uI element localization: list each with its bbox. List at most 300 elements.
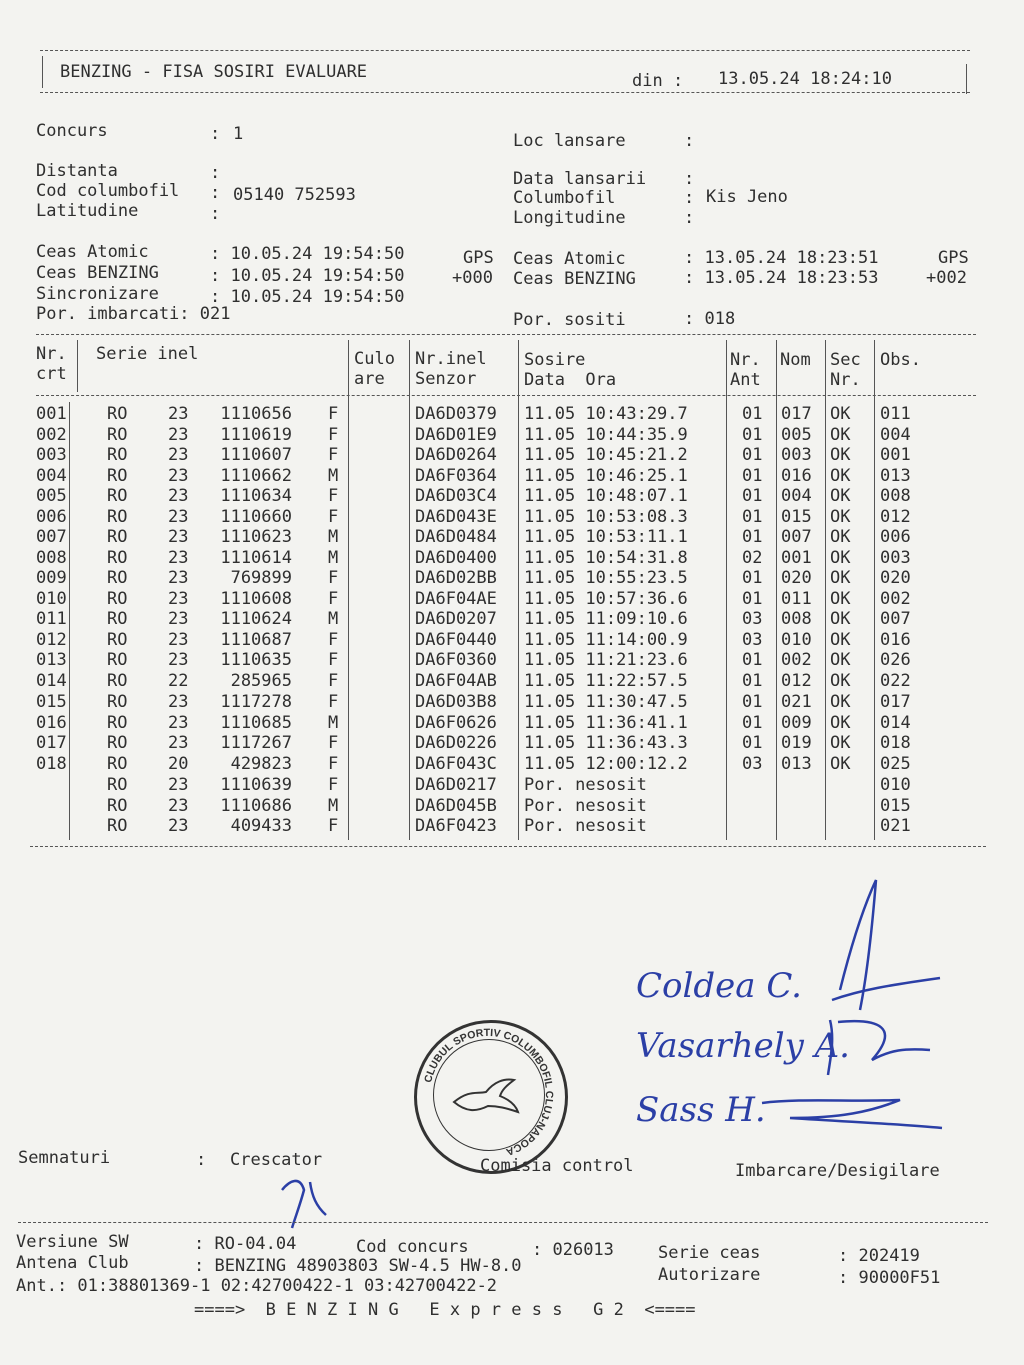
cell-sex: F [328,588,339,609]
cell-sex: M [328,527,339,547]
report-title: BENZING - FISA SOSIRI EVALUARE [60,62,368,82]
sincronizare-value: : 10.05.24 19:54:50 [210,287,405,307]
cell-tara: RO [107,445,128,465]
ant-line: Ant.: 01:38801369-1 02:42700422-1 03:42700422-2 [16,1276,498,1296]
cell-inel: 1110660 [220,506,292,527]
cell-inel: 1110624 [220,609,292,629]
hdr-nr: Nr. [36,344,67,364]
cell-sosire: 11.05 12:00:12.2 [524,753,688,774]
cod-concurs-text: 026013 [552,1240,614,1260]
cell-sosire: Por. nesosit [524,816,647,836]
cell-sosire: 11.05 10:54:31.8 [524,547,688,568]
cell-an: 23 [168,775,189,795]
cell-tara: RO [107,547,128,568]
ceas-atomic-label-left: Ceas Atomic [36,242,149,262]
cell-sex: F [328,486,339,506]
crescator-signature [282,1181,326,1228]
cell-obs: 014 [880,712,911,733]
cell-tara: RO [107,588,128,609]
report-date-label: din : [632,71,684,91]
cell-ant: 01 [742,506,763,527]
cell-nom: 001 [781,547,812,568]
cell-tara: RO [107,816,128,836]
hdr-culoare-2: are [354,369,385,389]
ceas-benzing-value-right: : 13.05.24 18:23:53 [684,268,879,288]
cell-an: 23 [168,816,189,836]
ceas-atomic-datetime-right: 13.05.24 18:23:51 [704,248,879,268]
cell-obs: 002 [880,588,911,609]
cell-an: 23 [168,465,189,486]
cell-sex: M [328,465,339,486]
cell-an: 23 [168,424,189,445]
hdr-nom: Nom [780,350,811,370]
cell-senzor: DA6D0400 [415,547,497,568]
cell-senzor: DA6F0626 [415,712,497,733]
cell-senzor: DA6D0264 [415,445,497,465]
antena-club-value: : BENZING 48903803 SW-4.5 HW-8.0 [194,1256,522,1276]
cell-tara: RO [107,692,128,712]
cell-sec: OK [830,629,851,650]
cell-senzor: DA6D02BB [415,568,497,588]
cell-obs: 006 [880,527,911,547]
cell-nr: 015 [36,692,67,712]
ceas-atomic-gps-right: GPS [938,248,969,268]
concurs-value: 1 [233,124,244,144]
hdr-sosire: Sosire [524,350,586,370]
serie-ceas-value: : 202419 [838,1246,920,1266]
cell-sex: F [328,629,339,650]
hdr-nr-ant: Nr. [730,350,761,370]
table-row [0,733,1024,754]
cell-sec: OK [830,692,851,712]
cell-an: 22 [168,670,189,691]
cell-an: 23 [168,733,189,753]
cell-inel: 1110639 [220,775,292,795]
cell-tara: RO [107,753,128,774]
table-row [0,713,1024,734]
columbofil-label: Columbofil [513,188,616,208]
cell-inel: 409433 [230,816,292,836]
cell-an: 23 [168,609,189,629]
data-lansarii-sep: : [684,169,695,189]
benzing-banner: ====> B E N Z I N G E x p r e s s G 2 <==== [194,1300,696,1320]
ceas-atomic-label-right: Ceas Atomic [513,249,626,269]
cell-nr: 006 [36,506,67,527]
cell-an: 23 [168,650,189,670]
table-header-border [36,395,976,396]
cell-nr: 005 [36,486,67,506]
cell-sex: F [328,733,339,753]
cell-sec: OK [830,506,851,527]
cell-obs: 015 [880,795,911,816]
cell-nr: 018 [36,753,67,774]
cell-an: 23 [168,712,189,733]
cell-nr: 009 [36,568,67,588]
table-top-border [36,334,976,335]
cell-tara: RO [107,568,128,588]
por-imbarcati-label: Por. imbarcati: 021 [36,304,231,324]
header-top-border [40,50,970,51]
cell-inel: 1110614 [220,547,292,568]
cell-inel: 1110623 [220,527,292,547]
sincronizare-datetime: 10.05.24 19:54:50 [230,287,405,307]
cell-inel: 1110608 [220,588,292,609]
latitudine-label: Latitudine [36,201,139,221]
ceas-atomic-datetime-left: 10.05.24 19:54:50 [230,244,405,264]
cell-ant: 01 [742,465,763,486]
cell-an: 23 [168,588,189,609]
hdr-culoare-1: Culo [354,349,395,369]
cell-sex: F [328,650,339,670]
cell-sec: OK [830,465,851,486]
ceas-benzing-datetime-left: 10.05.24 19:54:50 [230,266,405,286]
cell-senzor: DA6D0226 [415,733,497,753]
table-row [0,775,1024,796]
cell-inel: 1117278 [220,692,292,712]
header-left-border [42,56,43,88]
stamp-text: CLUBUL SPORTIV COLUMBOFIL CLUJ-NAPOCA [422,1026,556,1158]
por-sositi-value: : 018 [684,309,736,329]
cell-senzor: DA6D03B8 [415,692,497,712]
cell-tara: RO [107,670,128,691]
header-bottom-border [40,92,970,93]
cell-sex: M [328,795,339,816]
cell-obs: 021 [880,816,911,836]
cell-inel: 1110635 [220,650,292,670]
table-bottom-border [30,846,986,847]
concurs-sep: : [210,124,221,144]
cell-nom: 003 [781,445,812,465]
cell-nr: 012 [36,629,67,650]
cell-ant: 01 [742,424,763,445]
columbofil-sep: : [684,188,695,208]
antena-club-label: Antena Club [16,1253,129,1273]
cell-sex: F [328,775,339,795]
cell-ant: 01 [742,404,763,424]
cell-sex: F [328,506,339,527]
semnaturi-sep: : [196,1150,207,1170]
versiune-value: : RO-04.04 [194,1234,297,1254]
cell-nom: 008 [781,609,812,629]
cell-sosire: 11.05 11:30:47.5 [524,692,688,712]
cell-inel: 429823 [230,753,292,774]
table-row [0,754,1024,775]
cell-sosire: 11.05 10:53:11.1 [524,527,688,547]
cell-sex: F [328,404,339,424]
cell-sosire: 11.05 10:43:29.7 [524,404,688,424]
cell-sosire: 11.05 10:53:08.3 [524,506,688,527]
cell-sex: M [328,547,339,568]
cell-sec: OK [830,712,851,733]
table-row [0,507,1024,528]
report-date-value: 13.05.24 18:24:10 [718,69,892,89]
loc-lansare-label: Loc lansare [513,131,626,151]
table-row [0,486,1024,507]
cell-inel: 1110656 [220,404,292,424]
cell-senzor: DA6F0440 [415,629,497,650]
cell-senzor: DA6F043C [415,753,497,774]
hdr-data-ora: Data Ora [524,370,617,390]
cell-obs: 020 [880,568,911,588]
cell-senzor: DA6D03C4 [415,486,497,506]
cell-tara: RO [107,795,128,816]
hdr-senzor: Senzor [415,369,477,389]
table-row [0,425,1024,446]
cell-sosire: 11.05 11:22:57.5 [524,670,688,691]
cod-concurs-value: : 026013 [532,1240,614,1260]
columbofil-value: Kis Jeno [706,187,788,207]
cell-nr: 003 [36,445,67,465]
cell-sex: F [328,445,339,465]
cell-senzor: DA6D0484 [415,527,497,547]
cell-sec: OK [830,424,851,445]
cell-obs: 011 [880,404,911,424]
cell-sex: F [328,753,339,774]
table-row [0,650,1024,671]
cell-ant: 03 [742,609,763,629]
sincronizare-label: Sincronizare [36,284,159,304]
hdr-sec: Sec [830,350,861,370]
cell-obs: 018 [880,733,911,753]
cell-obs: 013 [880,465,911,486]
cell-ant: 01 [742,650,763,670]
cell-sec: OK [830,568,851,588]
cell-an: 23 [168,445,189,465]
table-row [0,816,1024,837]
cell-sosire: 11.05 10:44:35.9 [524,424,688,445]
data-lansarii-label: Data lansarii [513,169,647,189]
cell-inel: 1110607 [220,445,292,465]
cell-obs: 003 [880,547,911,568]
handwritten-name-2: Vasarhely A. [636,1026,850,1066]
cell-senzor: DA6D0217 [415,775,497,795]
cell-ant: 03 [742,629,763,650]
hdr-nr-inel: Nr.inel [415,349,487,369]
cell-an: 23 [168,506,189,527]
cod-columbofil-label: Cod columbofil [36,181,180,201]
ceas-atomic-value-left: : 10.05.24 19:54:50 [210,244,405,264]
distanta-label: Distanta [36,161,118,181]
cell-ant: 02 [742,547,763,568]
cell-nom: 013 [781,753,812,774]
cell-tara: RO [107,609,128,629]
table-row [0,609,1024,630]
cell-ant: 01 [742,712,763,733]
cell-sec: OK [830,670,851,691]
cell-tara: RO [107,465,128,486]
longitudine-sep: : [684,208,695,228]
cell-sec: OK [830,404,851,424]
cell-sec: OK [830,733,851,753]
col-divider [77,340,78,392]
cell-tara: RO [107,404,128,424]
cell-nr: 013 [36,650,67,670]
cell-tara: RO [107,650,128,670]
ceas-benzing-value-left: : 10.05.24 19:54:50 [210,266,405,286]
dove-icon [454,1080,518,1113]
serie-ceas-label: Serie ceas [658,1243,761,1263]
cell-nom: 007 [781,527,812,547]
table-row [0,527,1024,548]
por-sositi-label: Por. sositi [513,310,626,330]
cell-nr: 008 [36,547,67,568]
cell-nom: 010 [781,629,812,650]
cell-tara: RO [107,506,128,527]
cell-an: 23 [168,527,189,547]
distanta-sep: : [210,163,221,183]
cell-sex: M [328,609,339,629]
comisia-label: Comisia control [480,1156,634,1176]
cell-inel: 1110634 [220,486,292,506]
cell-senzor: DA6F04AE [415,588,497,609]
hdr-serie-inel: Serie inel [96,344,199,364]
serie-ceas-text: 202419 [858,1246,920,1266]
cell-inel: 285965 [230,670,292,691]
cell-senzor: DA6F04AB [415,670,497,691]
cell-nom: 015 [781,506,812,527]
loc-lansare-sep: : [684,131,695,151]
cell-inel: 1110686 [220,795,292,816]
cell-sosire: 11.05 11:36:41.1 [524,712,688,733]
ceas-benzing-offset-right: +002 [926,268,967,288]
cell-nr: 004 [36,465,67,486]
por-imbarcati-value: 021 [199,304,231,324]
cell-an: 20 [168,753,189,774]
cell-inel: 1110687 [220,629,292,650]
cell-tara: RO [107,775,128,795]
cell-sex: F [328,692,339,712]
ceas-benzing-label-left: Ceas BENZING [36,263,159,283]
cell-ant: 01 [742,670,763,691]
cell-nr: 011 [36,609,67,629]
latitudine-sep: : [210,204,221,224]
cell-nom: 020 [781,568,812,588]
cell-obs: 001 [880,445,911,465]
cell-sex: F [328,424,339,445]
club-stamp [414,1020,568,1174]
cell-inel: 1110619 [220,424,292,445]
cell-nr: 001 [36,404,67,424]
cell-an: 23 [168,568,189,588]
cell-obs: 007 [880,609,911,629]
cell-nr: 017 [36,733,67,753]
table-row [0,630,1024,651]
cell-nom: 011 [781,588,812,609]
cell-tara: RO [107,733,128,753]
cell-ant: 01 [742,733,763,753]
cell-an: 23 [168,795,189,816]
cell-an: 23 [168,404,189,424]
ceas-benzing-label-right: Ceas BENZING [513,269,636,289]
cell-sosire: 11.05 11:36:43.3 [524,733,688,753]
cell-sosire: Por. nesosit [524,795,647,816]
cell-tara: RO [107,712,128,733]
cell-nom: 012 [781,670,812,691]
cell-senzor: DA6D045B [415,795,497,816]
cell-obs: 026 [880,650,911,670]
cell-senzor: DA6D01E9 [415,424,497,445]
header-right-border [966,64,967,94]
cell-ant: 01 [742,527,763,547]
cell-nom: 021 [781,692,812,712]
cell-sec: OK [830,650,851,670]
longitudine-label: Longitudine [513,208,626,228]
cell-inel: 769899 [230,568,292,588]
cell-sex: M [328,712,339,733]
autorizare-value: : 90000F51 [838,1268,941,1288]
cell-nom: 002 [781,650,812,670]
table-row [0,404,1024,425]
cell-obs: 008 [880,486,911,506]
stamp-graphic [414,1020,562,1168]
cell-sec: OK [830,547,851,568]
cell-nom: 017 [781,404,812,424]
cod-columbofil-sep: : [210,183,221,203]
table-row [0,589,1024,610]
cell-inel: 1110662 [220,465,292,486]
cell-ant: 01 [742,588,763,609]
table-row [0,466,1024,487]
cell-nr: 010 [36,588,67,609]
signature-scribble-1 [832,880,940,1010]
cell-sosire: 11.05 11:09:10.6 [524,609,688,629]
cell-sosire: 11.05 10:45:21.2 [524,445,688,465]
cell-nom: 016 [781,465,812,486]
cell-ant: 01 [742,486,763,506]
hdr-sec-nr: Nr. [830,370,861,390]
cell-an: 23 [168,547,189,568]
cell-nom: 005 [781,424,812,445]
cell-ant: 01 [742,445,763,465]
cell-nr: 016 [36,712,67,733]
cell-nom: 009 [781,712,812,733]
cell-senzor: DA6F0360 [415,650,497,670]
cell-obs: 004 [880,424,911,445]
cell-senzor: DA6F0364 [415,465,497,486]
cell-obs: 025 [880,753,911,774]
cell-obs: 022 [880,670,911,691]
cell-inel: 1117267 [220,733,292,753]
cell-sec: OK [830,588,851,609]
cell-sec: OK [830,609,851,629]
cell-sosire: 11.05 10:57:36.6 [524,588,688,609]
autorizare-label: Autorizare [658,1265,761,1285]
table-row [0,796,1024,817]
cell-sex: F [328,816,339,836]
por-imbarcati-text: Por. imbarcati [36,304,180,324]
cell-ant: 01 [742,692,763,712]
cell-obs: 010 [880,775,911,795]
handwritten-name-1: Coldea C. [636,966,802,1006]
por-sositi-count: 018 [704,309,736,329]
cell-an: 23 [168,629,189,650]
ceas-atomic-value-right: : 13.05.24 18:23:51 [684,248,879,268]
cell-an: 23 [168,486,189,506]
table-row [0,671,1024,692]
table-row [0,548,1024,569]
footer-border [18,1222,988,1223]
autorizare-text: 90000F51 [858,1268,941,1288]
table-row [0,568,1024,589]
cell-nr: 014 [36,670,67,691]
ceas-benzing-datetime-right: 13.05.24 18:23:53 [704,268,879,288]
cell-ant: 03 [742,753,763,774]
cell-sosire: Por. nesosit [524,775,647,795]
hdr-obs: Obs. [880,350,921,370]
cell-obs: 012 [880,506,911,527]
cell-tara: RO [107,486,128,506]
cell-nom: 004 [781,486,812,506]
